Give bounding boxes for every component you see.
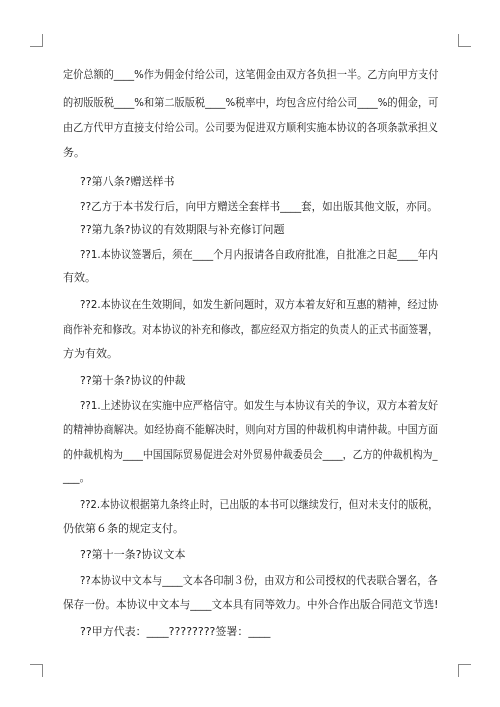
text-line: ___。 [63,471,91,484]
text-line: 保存一份。本协议中文本与____文本具有同等效力。中外合作出版合同范文节选! [63,598,439,611]
text-line: 的初版版税____%和第二版版税____%税率中，均包含应付给公司____%的佣金，可 [63,96,439,109]
text-line: 仍依第６条的规定支付。 [63,522,184,535]
text-line: ??1.本协议签署后，须在____个月内报请各自政府批准，自批准之日起____年内 [80,248,439,261]
text-line: 定价总额的____%作为佣金付给公司，这笔佣金由双方各负担一半。乙方向甲方支付 [63,68,439,81]
signature-line: ??甲方代表：____????????签署：____ [80,625,271,638]
text-line: ??本协议中文本与____文本各印制３份，由双方和公司授权的代表联合署名，各 [80,574,438,587]
crop-mark-top-right [458,34,471,47]
text-line: ??乙方于本书发行后，向甲方赠送全套样书____套，如出版其他文版，亦同。 [80,200,438,213]
text-line: ??1.上述协议在实施中应严格信守。如发生与本协议有关的争议，双方本着友好 [80,399,439,412]
text-line: ??2.本协议根据第九条终止时，已出版的本书可以继续发行，但对未支付的版税， [80,498,439,511]
article-heading: ??第八条?赠送样书 [80,175,175,188]
crop-mark-top-left [30,34,43,47]
text-line: 的仲裁机构为____中国国际贸易促进会对外贸易仲裁委员会____，乙方的仲裁机构为_ [63,448,438,461]
text-line: ??2.本协议在生效期间，如发生新问题时，双方本着友好和互惠的精神，经过协 [80,298,439,311]
article-heading: ??第十条?协议的仲裁 [80,374,186,387]
article-heading: ??第十一条?协议文本 [80,548,186,561]
article-heading: ??第九条?协议的有效期限与补充修订问题 [80,223,285,236]
crop-mark-bottom-left [30,664,43,677]
text-line: 有效。 [63,271,96,284]
text-line: 的精神协商解决。如经协商不能解决时，则向对方国的仲裁机构申请仲裁。中国方面 [63,423,438,436]
text-line: 由乙方代甲方直接支付给公司。公司要为促进双方顺利实施本协议的各项条款承担义 [63,121,438,134]
text-line: 务。 [63,146,85,159]
crop-mark-bottom-right [458,664,471,677]
text-line: 商作补充和修改。对本协议的补充和修改，都应经双方指定的负责人的正式书面签署， [63,323,438,336]
text-line: 方为有效。 [63,347,118,360]
